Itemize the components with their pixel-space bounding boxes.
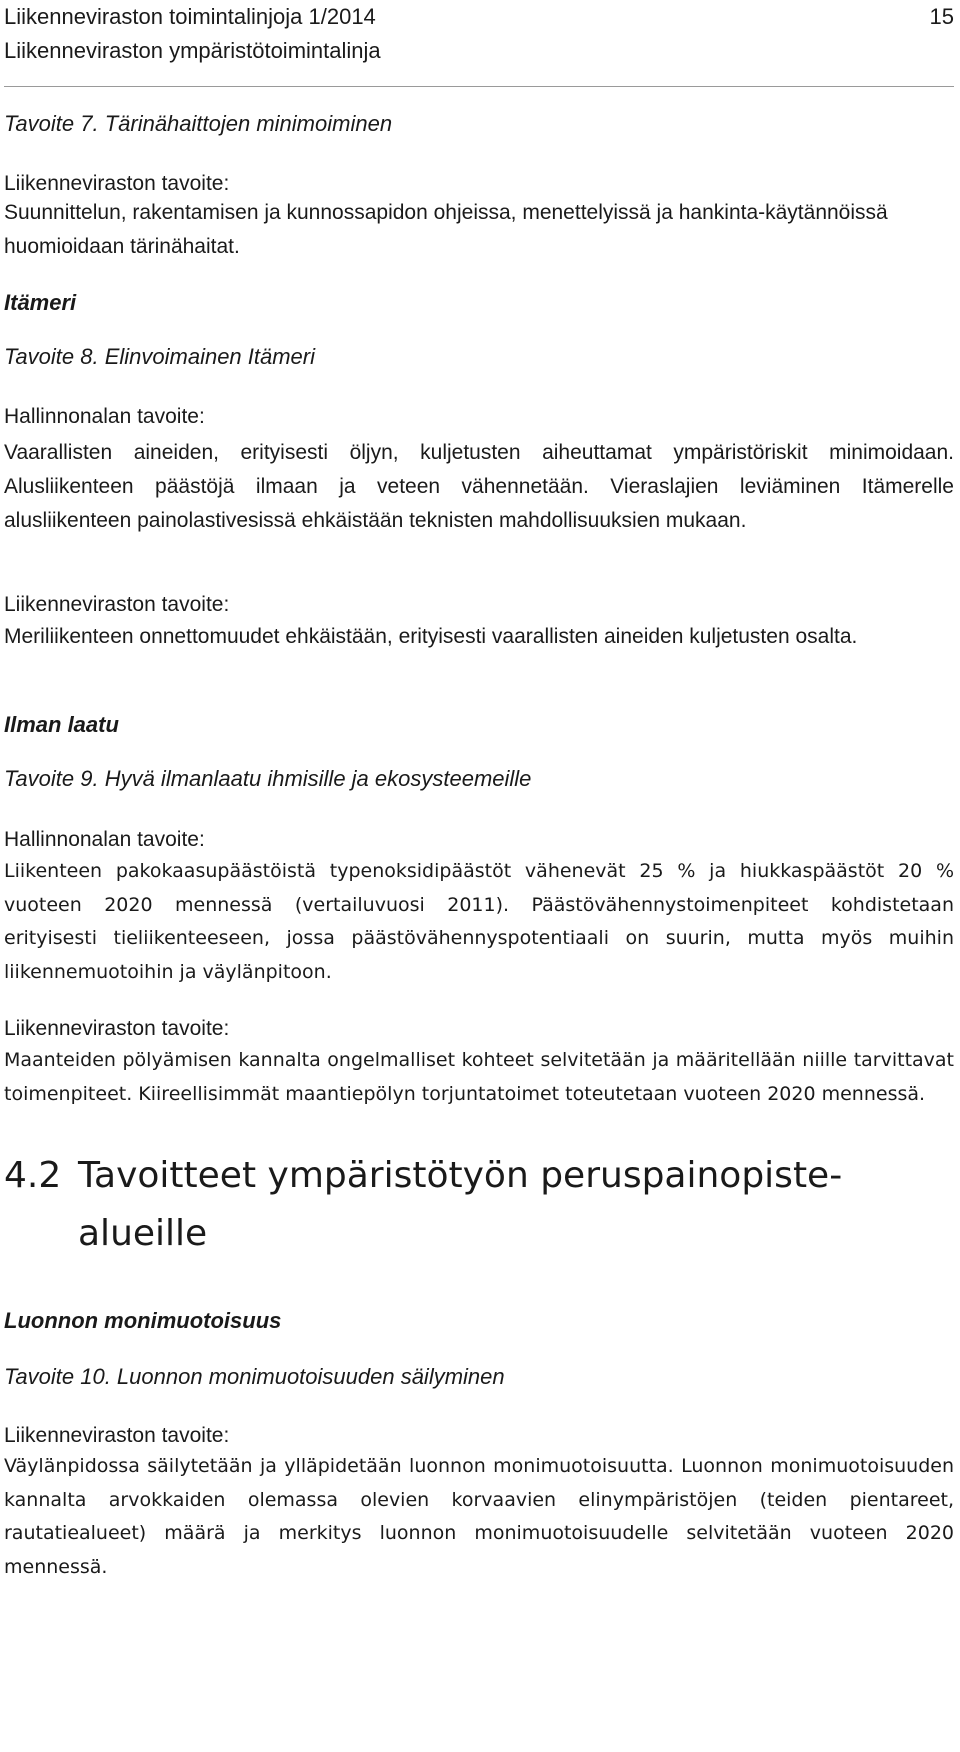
goal-10-title: Tavoite 10. Luonnon monimuotoisuuden säilyminen	[4, 1364, 505, 1389]
section-heading-itameri: Itämeri	[4, 290, 77, 315]
goal-9-title: Tavoite 9. Hyvä ilmanlaatu ihmisille ja ekosysteemeille	[4, 766, 532, 791]
chapter-heading	[4, 1147, 878, 1263]
goal-10-agency-label: Liikenneviraston tavoite:	[4, 1424, 230, 1447]
chapter-title: Tavoitteet ympäristötyön peruspainopiste-alueille	[78, 1155, 843, 1254]
goal-8-agency-label: Liikenneviraston tavoite:	[4, 593, 230, 616]
goal-8-sector-label: Hallinnonalan tavoite:	[4, 405, 205, 428]
document-page	[4, 0, 954, 1578]
header-series-title: Liikenneviraston toimintalinjoja 1/2014	[4, 4, 376, 29]
page-header	[4, 0, 954, 87]
goal-9-agency-label: Liikenneviraston tavoite:	[4, 1017, 230, 1040]
goal-8-title: Tavoite 8. Elinvoimainen Itämeri	[4, 344, 316, 369]
goal-9-sector-label: Hallinnonalan tavoite:	[4, 828, 205, 851]
goal-8-sector-text: Vaarallisten aineiden, erityisesti öljyn, kuljetusten aiheuttamat ympäristöriskit minimoidaan. Alusliikenteen päästöjä ilmaan ja veteen vähennetään. Vieraslajien leviäminen Itämerelle alusliikenteen painolastivesissä ehkäistään teknisten mahdollisuuksien mukaan.	[4, 441, 954, 532]
section-heading-luonnon-monimuotoisuus: Luonnon monimuotoisuus	[4, 1308, 282, 1333]
goal-9-agency-text: Maanteiden pölyämisen kannalta ongelmalliset kohteet selvitetään ja määritellään niille tarvittavat toimenpiteet. Kiireellisimmät maantiepölyn torjuntatoimet toteutetaan vuoteen 2020 mennessä.	[4, 1049, 954, 1105]
section-heading-ilman-laatu: Ilman laatu	[4, 712, 119, 737]
goal-7-agency-label: Liikenneviraston tavoite:	[4, 172, 230, 195]
page-number: 15	[929, 4, 954, 29]
goal-8-agency-text: Meriliikenteen onnettomuudet ehkäistään, erityisesti vaarallisten aineiden kuljetusten osalta.	[4, 625, 858, 648]
goal-10-agency-text: Väylänpidossa säilytetään ja ylläpidetään luonnon monimuotoisuutta. Luonnon monimuotoisuuden kannalta arvokkaiden olemassa olevien korvaavien elinympäristöjen (teiden pientareet, rautatiealueet) määrä ja merkitys luonnon monimuotoisuudelle selvitetään vuoteen 2020 mennessä.	[4, 1455, 954, 1578]
goal-7-title: Tavoite 7. Tärinähaittojen minimoiminen	[4, 111, 393, 136]
goal-9-sector-text: Liikenteen pakokaasupäästöistä typenoksidipäästöt vähenevät 25 % ja hiukkaspäästöt 20 % vuoteen 2020 mennessä (vertailuvuosi 2011). Päästövähennystoimenpiteet kohdistetaan erityisesti tieliikenteeseen, jossa päästövähennyspotentiaali on suurin, mutta myös muihin liikennemuotoihin ja väylänpitoon.	[4, 860, 954, 983]
goal-7-agency-text: Suunnittelun, rakentamisen ja kunnossapidon ohjeissa, menettelyissä ja hankinta-käytännöissä huomioidaan tärinähaitat.	[4, 201, 888, 258]
header-document-title: Liikenneviraston ympäristötoimintalinja	[4, 38, 381, 63]
chapter-number: 4.2	[4, 1155, 62, 1196]
